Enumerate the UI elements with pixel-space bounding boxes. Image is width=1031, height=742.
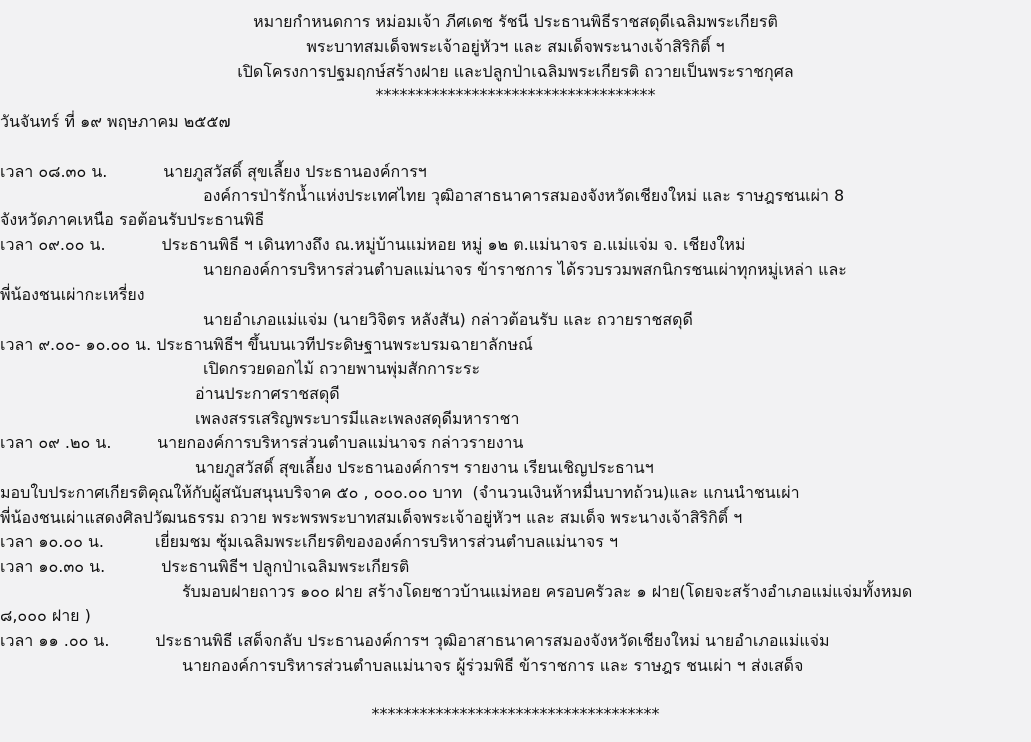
schedule-line: รับมอบฝายถาวร ๑๐๐ ฝาย สร้างโดยชาวบ้านแม่หอย ครอบครัวละ ๑ ฝาย(โดยจะสร้างอำเภอแม่แจ่มทั้งหมด xyxy=(182,582,913,601)
schedule-line: เวลา ๐๙.๐๐ น. ประธานพิธี ฯ เดินทางถึง ณ.หมู่บ้านแม่หอย หมู่ ๑๒ ต.แม่นาจร อ.แม่แจ่ม จ. เชียงใหม่ xyxy=(0,235,746,254)
schedule-line: ๘,๐๐๐ ฝาย ) xyxy=(0,606,91,625)
date-line: วันจันทร์ ที่ ๑๙ พฤษภาคม ๒๕๕๗ xyxy=(0,112,231,131)
separator-bottom: ************************************ xyxy=(371,704,660,723)
schedule-line: อ่านประกาศราชสดุดี xyxy=(195,384,340,403)
schedule-line: เวลา ๑๐.๓๐ น. ประธานพิธีฯ ปลูกป่าเฉลิมพระเกียรติ xyxy=(0,557,410,576)
schedule-line: นายภูสวัสดิ์ สุขเลี้ยง ประธานองค์การฯ รายงาน เรียนเชิญประธานฯ xyxy=(195,458,654,477)
schedule-line: นายกองค์การบริหารส่วนตำบลแม่นาจร ผู้ร่วมพิธี ข้าราชการ และ ราษฎร ชนเผ่า ฯ ส่งเสด็จ xyxy=(182,656,804,675)
title-line: พระบาทสมเด็จพระเจ้าอยู่หัวฯ และ สมเด็จพระนางเจ้าสิริกิติ์ ฯ xyxy=(306,37,725,56)
schedule-line: เพลงสรรเสริญพระบารมีและเพลงสดุดีมหาราชา xyxy=(195,409,520,428)
schedule-line: พี่น้องชนเผ่ากะเหรี่ยง xyxy=(0,285,145,304)
schedule-line: เวลา ๐๘.๓๐ น. นายภูสวัสดิ์ สุขเลี้ยง ประธานองค์การฯ xyxy=(0,162,427,181)
schedule-line: จังหวัดภาคเหนือ รอต้อนรับประธานพิธี xyxy=(0,210,265,229)
schedule-line: เวลา ๑๑ .๐๐ น. ประธานพิธี เสด็จกลับ ประธานองค์การฯ วุฒิอาสาธนาคารสมองจังหวัดเชียงใหม่ นายอำเภอแม่แจ่ม xyxy=(0,631,830,650)
schedule-line: มอบใบประกาศเกียรติคุณให้กับผู้สนับสนุนบริจาค ๕๐ , ๐๐๐.๐๐ บาท (จำนวนเงินห้าหมื่นบาทถ้วน)และ แกนนำชนเผ่า xyxy=(0,483,800,502)
schedule-line: นายอำเภอแม่แจ่ม (นายวิจิตร หลังสัน) กล่าวต้อนรับ และ ถวายราชสดุดี xyxy=(203,310,693,329)
separator-top: *********************************** xyxy=(375,85,656,104)
schedule-line: เวลา ๑๐.๐๐ น. เยี่ยมชม ซุ้มเฉลิมพระเกียรติขององค์การบริหารส่วนตำบลแม่นาจร ฯ xyxy=(0,532,618,551)
schedule-line: เวลา ๙.๐๐- ๑๐.๐๐ น. ประธานพิธีฯ ขึ้นบนเวทีประดิษฐานพระบรมฉายาลักษณ์ xyxy=(0,335,533,354)
schedule-line: นายกองค์การบริหารส่วนตำบลแม่นาจร ข้าราชการ ได้รวบรวมพสกนิกรชนเผ่าทุกหมู่เหล่า และ xyxy=(203,260,847,279)
schedule-line: พี่น้องชนเผ่าแสดงศิลปวัฒนธรรม ถวาย พระพรพระบาทสมเด็จพระเจ้าอยู่หัวฯ และ สมเด็จ พระนางเจ้าสิริกิติ์ ฯ xyxy=(0,508,743,527)
schedule-line: องค์การป่ารักน้ำแห่งประเทศไทย วุฒิอาสาธนาคารสมองจังหวัดเชียงใหม่ และ ราษฎรชนเผ่า 8 xyxy=(203,186,845,205)
title-line: หมายกำหนดการ หม่อมเจ้า ภีศเดช รัชนี ประธานพิธีราชสดุดีเฉลิมพระเกียรติ xyxy=(253,12,778,31)
schedule-line: เวลา ๐๙ .๒๐ น. นายกองค์การบริหารส่วนตำบลแม่นาจร กล่าวรายงาน xyxy=(0,433,524,452)
schedule-line: เปิดกรวยดอกไม้ ถวายพานพุ่มสักการะระ xyxy=(203,359,481,378)
title-line: เปิดโครงการปฐมฤกษ์สร้างฝาย และปลูกป่าเฉลิมพระเกียรติ ถวายเป็นพระราชกุศล xyxy=(237,62,794,81)
